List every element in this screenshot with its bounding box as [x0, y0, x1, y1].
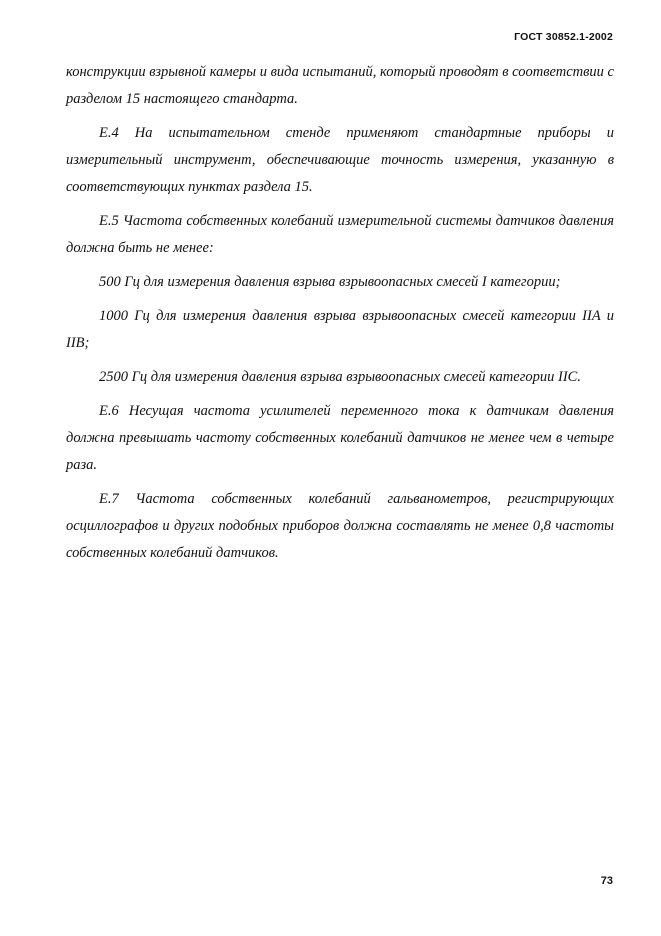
paragraph-e7: Е.7 Частота собственных колебаний гальванометров, регистрирующих осциллографов и других подобных приборов должна составлять не менее 0,8 частоты собственных колебаний датчиков. — [66, 491, 614, 561]
list-item-2500hz: 2500 Гц для измерения давления взрыва взрывоопасных смесей категории IIC. — [99, 369, 581, 385]
page-number: 73 — [600, 875, 613, 887]
document-code-header: ГОСТ 30852.1-2002 — [514, 31, 613, 43]
document-body — [66, 59, 614, 574]
list-item-1000hz: 1000 Гц для измерения давления взрыва взрывоопасных смесей категории IIA и IIB; — [66, 308, 614, 351]
paragraph-e4: Е.4 На испытательном стенде применяют стандартные приборы и измерительный инструмент, обеспечивающие точность измерения, указанную в соответствующих пунктах раздела 15. — [66, 125, 614, 195]
paragraph-e6: Е.6 Несущая частота усилителей переменного тока к датчикам давления должна превышать частоту собственных колебаний датчиков не менее чем в четыре раза. — [66, 403, 614, 473]
list-item-500hz: 500 Гц для измерения давления взрыва взрывоопасных смесей I категории; — [99, 274, 561, 290]
paragraph-continuation: конструкции взрывной камеры и вида испытаний, который проводят в соответствии с разделом 15 настоящего стандарта. — [66, 64, 614, 107]
paragraph-e5: Е.5 Частота собственных колебаний измерительной системы датчиков давления должна быть не менее: — [66, 213, 614, 256]
